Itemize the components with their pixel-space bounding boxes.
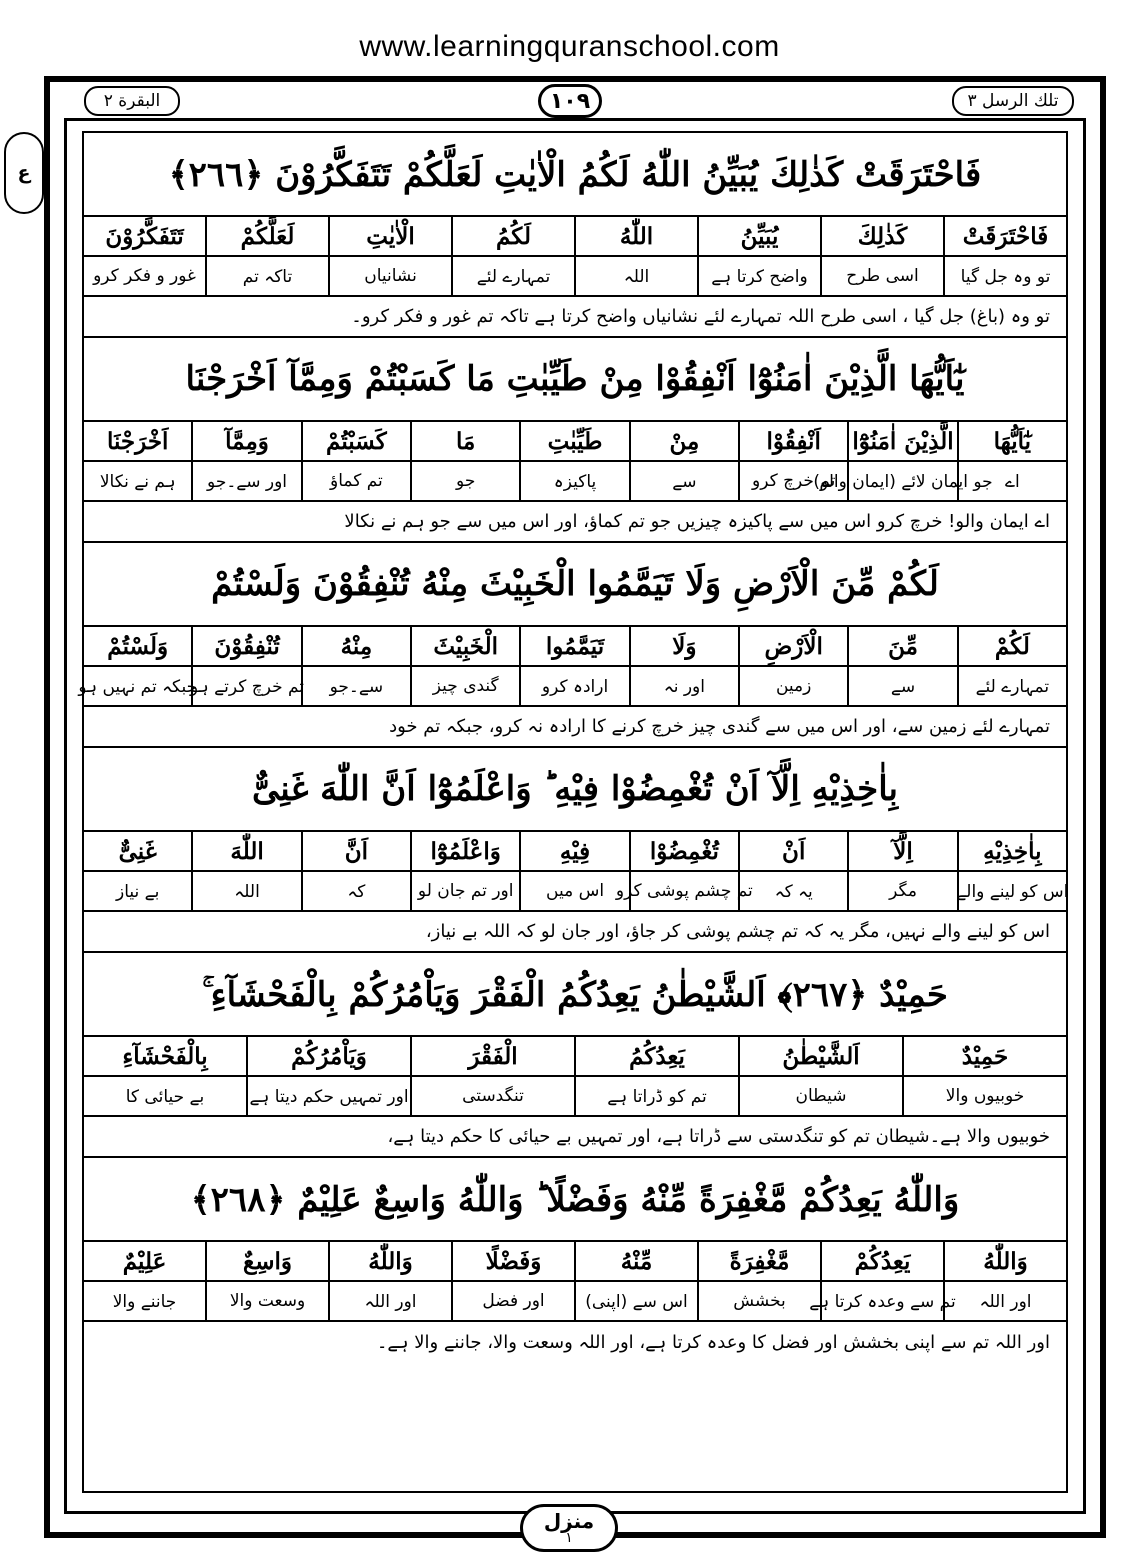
urdu-word-cell: تم کماؤ [301, 462, 410, 500]
translation-table [78, 131, 1069, 1493]
arabic-word-cell: مَّغْفِرَةً [697, 1242, 820, 1280]
urdu-word-cell: بخشش [697, 1282, 820, 1320]
arabic-word-cell: فَاحْتَرَقَتْ [943, 217, 1066, 255]
arabic-word-cell: حَمِيْدٌ [902, 1037, 1066, 1075]
arabic-words-row [84, 1242, 1066, 1282]
page-number: ١٠٩ [538, 84, 602, 118]
urdu-word-cell: تم سے وعدہ کرتا ہے [820, 1282, 943, 1320]
arabic-word-cell: فِيْهِ [519, 832, 628, 870]
arabic-word-cell: مَا [410, 422, 519, 460]
arabic-word-cell: وَمِمَّآ [191, 422, 300, 460]
urdu-word-cell: ہم نے نکالا [99, 471, 176, 492]
site-url: www.learningquranschool.com [359, 30, 780, 63]
manzil-label: منزل [543, 1509, 595, 1533]
arabic-word-cell: لَعَلَّكُمْ [205, 217, 328, 255]
urdu-word-cell: گندی چیز [410, 667, 519, 705]
urdu-word-cell: مگر [847, 872, 956, 910]
arabic-word-cell: اللّٰهَ [191, 832, 300, 870]
ayah-text: لَكُمْ مِّنَ الْاَرْضِ وَلَا تَيَمَّمُوا الْخَبِيْثَ مِنْهُ تُنْفِقُوْنَ وَلَسْتُمْ [84, 543, 1066, 627]
urdu-word-cell: خوبیوں والا [902, 1077, 1066, 1115]
arabic-word-cell: يَعِدُكُمْ [820, 1242, 943, 1280]
arabic-word-cell: تَتَفَكَّرُوْنَ [105, 222, 184, 250]
urdu-word-cell: اور تمہیں حکم دیتا ہے [246, 1077, 410, 1115]
arabic-word-cell: الْاٰيٰتِ [328, 217, 451, 255]
urdu-translation-line: اس کو لینے والے نہیں، مگر یہ کہ تم چشم پوشی کر جاؤ، اور جان لو کہ اللہ بے نیاز، [84, 912, 1066, 953]
verse-block [84, 338, 1066, 543]
arabic-word-cell: اَنْ [738, 832, 847, 870]
urdu-word-cell: تم چشم پوشی کرو [629, 872, 738, 910]
urdu-word-cell: یہ کہ [738, 872, 847, 910]
arabic-word-cell: وَاللّٰهُ [328, 1242, 451, 1280]
arabic-word-cell: الَّذِيْنَ اٰمَنُوْٓا [847, 422, 956, 460]
urdu-word-cell: اے [957, 462, 1066, 500]
urdu-word-cell: تمہارے لئے [957, 667, 1066, 705]
arabic-word-cell: تُنْفِقُوْنَ [191, 627, 300, 665]
arabic-word-cell: مِنْ [629, 422, 738, 460]
arabic-word-cell: بِالْفَحْشَآءِ [122, 1042, 208, 1070]
urdu-word-cell: جو ایمان لائے (ایمان والو) [847, 462, 956, 500]
arabic-word-cell: اللّٰهُ [574, 217, 697, 255]
arabic-words-row [84, 627, 1066, 667]
ayah-text: وَاللّٰهُ يَعِدُكُمْ مَّغْفِرَةً مِّنْهُ وَفَضْلًا ؕ وَاللّٰهُ وَاسِعٌ عَلِيْمٌ ﴿٢٦٨﴾ [84, 1158, 1066, 1242]
urdu-word-cell: پاکیزہ [519, 462, 628, 500]
arabic-word-cell: كَذٰلِكَ [820, 217, 943, 255]
verse-block [84, 133, 1066, 338]
urdu-word-cell: وسعت والا [205, 1282, 328, 1320]
manzil-number: ١ [565, 1530, 573, 1546]
arabic-word-cell: لَكُمْ [957, 627, 1066, 665]
arabic-words-row [84, 422, 1066, 462]
urdu-word-cell: تم خرچ کرتے ہو [191, 667, 300, 705]
urdu-translation-line: اے ایمان والو! خرچ کرو اس میں سے پاکیزہ چیزیں جو تم کماؤ، اور اس میں سے جو ہم نے نکالا [84, 502, 1066, 543]
arabic-word-cell: اَنْفِقُوْا [738, 422, 847, 460]
verse-block [84, 1158, 1066, 1363]
urdu-word-cell: تو وہ جل گیا [943, 257, 1066, 295]
urdu-word-cell: اور سے۔جو [191, 462, 300, 500]
urdu-words-row [84, 872, 1069, 912]
urdu-word-cell: اس کو لینے والے [957, 872, 1066, 910]
urdu-words-row [84, 257, 1066, 297]
arabic-word-cell: وَفَضْلًا [451, 1242, 574, 1280]
urdu-word-cell: اس سے (اپنی) [574, 1282, 697, 1320]
verse-block [84, 748, 1069, 953]
urdu-word-cell: سے۔جو [301, 667, 410, 705]
urdu-word-cell: شیطان [738, 1077, 902, 1115]
urdu-word-cell: اس میں [519, 872, 628, 910]
surah-name-label: البقرة ٢ [84, 86, 180, 116]
arabic-word-cell: مِّنَ [847, 627, 956, 665]
arabic-words-row [84, 217, 1066, 257]
urdu-word-cell: تم خرچ کرو [738, 462, 847, 500]
urdu-word-cell: اور اللہ [943, 1282, 1066, 1320]
urdu-word-cell: جاننے والا [112, 1291, 177, 1312]
urdu-word-cell: سے [847, 667, 956, 705]
urdu-word-cell: جبکہ تم نہیں ہو [78, 676, 198, 697]
urdu-words-row [84, 462, 1066, 502]
urdu-word-cell: اور اللہ [328, 1282, 451, 1320]
arabic-word-cell: يُبَيِّنُ [697, 217, 820, 255]
arabic-word-cell: وَلَسْتُمْ [107, 632, 169, 660]
arabic-word-cell: مِنْهُ [301, 627, 410, 665]
ayah-text: بِاٰخِذِيْهِ اِلَّآ اَنْ تُغْمِضُوْا فِيْهِ ؕ وَاعْلَمُوْٓا اَنَّ اللّٰهَ غَنِىٌّ [84, 748, 1066, 832]
verse-block [78, 543, 1066, 748]
urdu-translation-line: اور اللہ تم سے اپنی بخشش اور فضل کا وعدہ کرتا ہے، اور اللہ وسعت والا، جاننے والا ہے۔ [376, 1332, 1050, 1353]
arabic-word-cell: الْخَبِيْثَ [410, 627, 519, 665]
urdu-word-cell: اور نہ [629, 667, 738, 705]
urdu-words-row [78, 667, 1066, 707]
arabic-word-cell: اَلشَّيْطٰنُ [738, 1037, 902, 1075]
arabic-word-cell: وَلَا [629, 627, 738, 665]
arabic-word-cell: وَيَاْمُرُكُمْ [246, 1037, 410, 1075]
urdu-word-cell: غور و فکر کرو [93, 266, 196, 286]
arabic-word-cell: غَنِىٌّ [118, 837, 157, 865]
arabic-word-cell: اَخْرَجْنَا [106, 427, 169, 455]
arabic-word-cell: بِاٰخِذِيْهِ [957, 832, 1066, 870]
arabic-word-cell: يَعِدُكُمُ [574, 1037, 738, 1075]
arabic-word-cell: طَيِّبٰتِ [519, 422, 628, 460]
arabic-word-cell: يٰٓاَيُّهَا [957, 422, 1066, 460]
urdu-word-cell: تاکہ تم [205, 257, 328, 295]
juz-name-label: تلك الرسل ٣ [952, 86, 1074, 116]
urdu-words-row [84, 1077, 1066, 1117]
arabic-word-cell: وَاللّٰهُ [943, 1242, 1066, 1280]
arabic-word-cell: اِلَّآ [847, 832, 956, 870]
urdu-word-cell: اللہ [191, 872, 300, 910]
arabic-words-row [84, 832, 1066, 872]
urdu-word-cell: واضح کرتا ہے [697, 257, 820, 295]
urdu-word-cell: زمین [738, 667, 847, 705]
urdu-word-cell: بے نیاز [116, 881, 160, 902]
arabic-word-cell: وَاسِعٌ [205, 1242, 328, 1280]
urdu-word-cell: نشانیاں [328, 257, 451, 295]
urdu-translation-line: تو وہ (باغ) جل گیا ، اسی طرح اللہ تمہارے لئے نشانیاں واضح کرتا ہے تاکہ تم غور و فکر کرو۔ [84, 297, 1066, 338]
urdu-word-cell: اور تم جان لو [410, 872, 519, 910]
urdu-word-cell: ارادہ کرو [519, 667, 628, 705]
manzil-badge [520, 1504, 618, 1552]
urdu-words-row [84, 1282, 1066, 1322]
arabic-word-cell: الْاَرْضِ [738, 627, 847, 665]
arabic-word-cell: وَاعْلَمُوْٓا [410, 832, 519, 870]
urdu-translation-line: تمہارے لئے زمین سے، اور اس میں سے گندی چیز خرچ کرنے کا ارادہ نہ کرو، جبکہ تم خود [84, 707, 1066, 748]
urdu-word-cell: تنگدستی [410, 1077, 574, 1115]
urdu-translation-line: خوبیوں والا ہے۔شیطان تم کو تنگدستی سے ڈراتا ہے، اور تمہیں بے حیائی کا حکم دیتا ہے، [84, 1117, 1066, 1158]
arabic-word-cell: لَكُمُ [451, 217, 574, 255]
urdu-word-cell: اسی طرح [820, 257, 943, 295]
urdu-word-cell: سے [629, 462, 738, 500]
urdu-word-cell: تم کو ڈراتا ہے [574, 1077, 738, 1115]
arabic-word-cell: مِّنْهُ [574, 1242, 697, 1280]
ayah-text: يٰٓاَيُّهَا الَّذِيْنَ اٰمَنُوْٓا اَنْفِقُوْا مِنْ طَيِّبٰتِ مَا كَسَبْتُمْ وَمِمَّآ اَخْرَجْنَا [84, 338, 1066, 422]
arabic-word-cell: عَلِيْمٌ [122, 1247, 167, 1275]
arabic-word-cell: اَنَّ [301, 832, 410, 870]
arabic-words-row [84, 1037, 1066, 1077]
verse-block [84, 953, 1066, 1158]
urdu-word-cell: کہ [301, 872, 410, 910]
ruku-marker: ع [4, 132, 44, 214]
ayah-text: حَمِيْدٌ ﴿٢٦٧﴾ اَلشَّيْطٰنُ يَعِدُكُمُ الْفَقْرَ وَيَاْمُرُكُمْ بِالْفَحْشَآءِ ۚ [84, 953, 1066, 1037]
urdu-word-cell: جو [410, 462, 519, 500]
arabic-word-cell: كَسَبْتُمْ [301, 422, 410, 460]
ayah-text: فَاحْتَرَقَتْ كَذٰلِكَ يُبَيِّنُ اللّٰهُ لَكُمُ الْاٰيٰتِ لَعَلَّكُمْ تَتَفَكَّرُوْنَ ﴿٢٦٦﴾ [84, 133, 1066, 217]
urdu-word-cell: تمہارے لئے [451, 257, 574, 295]
urdu-word-cell: بے حیائی کا [125, 1086, 205, 1107]
arabic-word-cell: تُغْمِضُوْا [629, 832, 738, 870]
urdu-word-cell: اور فضل [451, 1282, 574, 1320]
urdu-word-cell: اللہ [574, 257, 697, 295]
arabic-word-cell: تَيَمَّمُوا [519, 627, 628, 665]
arabic-word-cell: الْفَقْرَ [410, 1037, 574, 1075]
